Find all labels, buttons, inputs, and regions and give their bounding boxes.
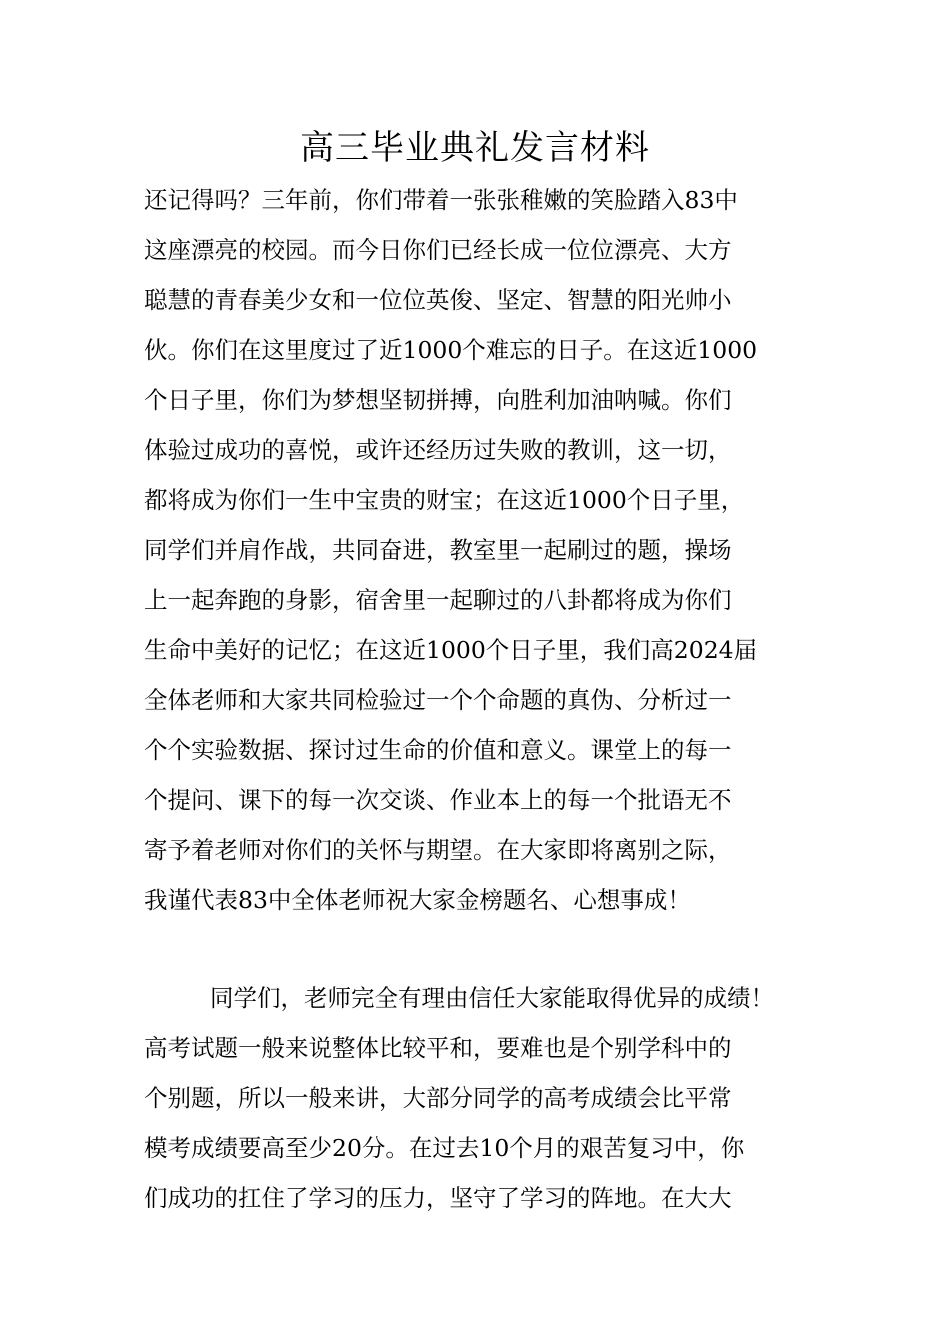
paragraph-1-line: 伙。你们在这里度过了近1000个难忘的日子。在这近1000 (144, 336, 758, 364)
paragraph-2-line: 高考试题一般来说整体比较平和，要难也是个别学科中的 (144, 1034, 732, 1062)
paragraph-2-line: 同学们，老师完全有理由信任大家能取得优异的成绩！ (210, 984, 774, 1012)
paragraph-1-line: 寄予着老师对你们的关怀与期望。在大家即将离别之际， (144, 836, 732, 864)
document-title: 高三毕业典礼发言材料 (300, 128, 650, 168)
paragraph-1-line: 个提问、课下的每一次交谈、作业本上的每一个批语无不 (144, 786, 732, 814)
paragraph-2 (144, 973, 824, 1223)
paragraph-1-line: 上一起奔跑的身影，宿舍里一起聊过的八卦都将成为你们 (144, 586, 732, 614)
paragraph-1-line: 同学们并肩作战，共同奋进，教室里一起刷过的题，操场 (144, 536, 732, 564)
paragraph-2-line: 们成功的扛住了学习的压力，坚守了学习的阵地。在大大 (144, 1184, 732, 1212)
paragraph-2-line: 模考成绩要高至少20分。在过去10个月的艰苦复习中，你 (144, 1134, 745, 1162)
paragraph-1-line: 都将成为你们一生中宝贵的财宝；在这近1000个日子里， (144, 486, 745, 514)
paragraph-1 (144, 175, 824, 925)
paragraph-2-line: 个别题，所以一般来讲，大部分同学的高考成绩会比平常 (144, 1084, 732, 1112)
paragraph-1-line: 我谨代表83中全体老师祝大家金榜题名、心想事成！ (144, 886, 691, 914)
paragraph-1-line: 体验过成功的喜悦，或许还经历过失败的教训，这一切， (144, 436, 732, 464)
paragraph-1-line: 还记得吗？三年前，你们带着一张张稚嫩的笑脸踏入83中 (144, 186, 738, 214)
paragraph-1-line: 生命中美好的记忆；在这近1000个日子里，我们高2024届 (144, 636, 758, 664)
paragraph-1-line: 个日子里，你们为梦想坚韧拼搏，向胜利加油呐喊。你们 (144, 386, 732, 414)
paragraph-1-line: 聪慧的青春美少女和一位位英俊、坚定、智慧的阳光帅小 (144, 286, 732, 314)
paragraph-1-line: 全体老师和大家共同检验过一个个命题的真伪、分析过一 (144, 686, 732, 714)
paragraph-1-line: 这座漂亮的校园。而今日你们已经长成一位位漂亮、大方 (144, 236, 732, 264)
paragraph-1-line: 个个实验数据、探讨过生命的价值和意义。课堂上的每一 (144, 736, 732, 764)
